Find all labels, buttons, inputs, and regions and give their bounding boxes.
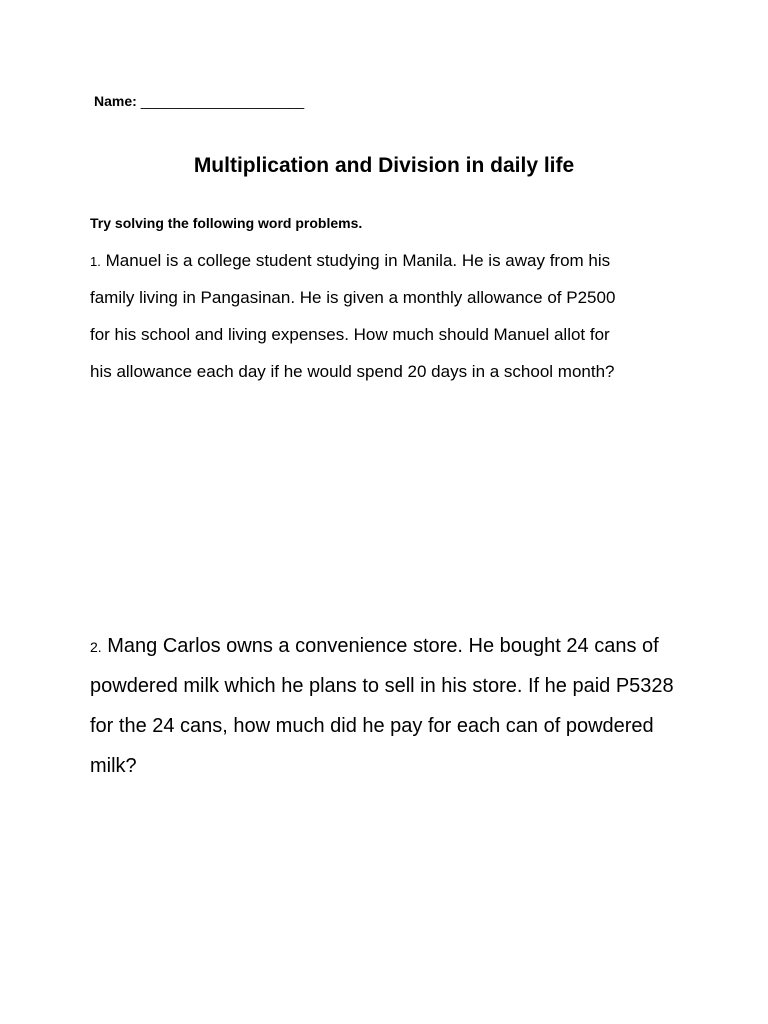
name-field (94, 93, 304, 109)
problem-number: 2. (90, 639, 102, 655)
problem-line: for the 24 cans, how much did he pay for each can of powdered (90, 715, 654, 737)
problem-line: for his school and living expenses. How much should Manuel allot for (90, 325, 610, 344)
problem-line: milk? (90, 755, 137, 777)
word-problem-2 (90, 631, 690, 791)
problem-line: powdered milk which he plans to sell in his store. If he paid P5328 (90, 675, 674, 697)
problem-line (90, 248, 690, 285)
problem-line (90, 631, 690, 671)
word-problem-1 (90, 248, 690, 396)
instructions: Try solving the following word problems. (90, 215, 363, 231)
problem-line: family living in Pangasinan. He is given a monthly allowance of P2500 (90, 288, 616, 307)
problem-text: Manuel is a college student studying in Manila. He is away from his (105, 251, 611, 270)
name-blank: _____________________ (140, 93, 305, 109)
problem-text: Mang Carlos owns a convenience store. He bought 24 cans of (107, 635, 659, 657)
name-label: Name: (94, 93, 137, 109)
problem-line: his allowance each day if he would spend 20 days in a school month? (90, 362, 615, 381)
page-title: Multiplication and Division in daily life (193, 154, 575, 177)
problem-number: 1. (90, 254, 101, 269)
